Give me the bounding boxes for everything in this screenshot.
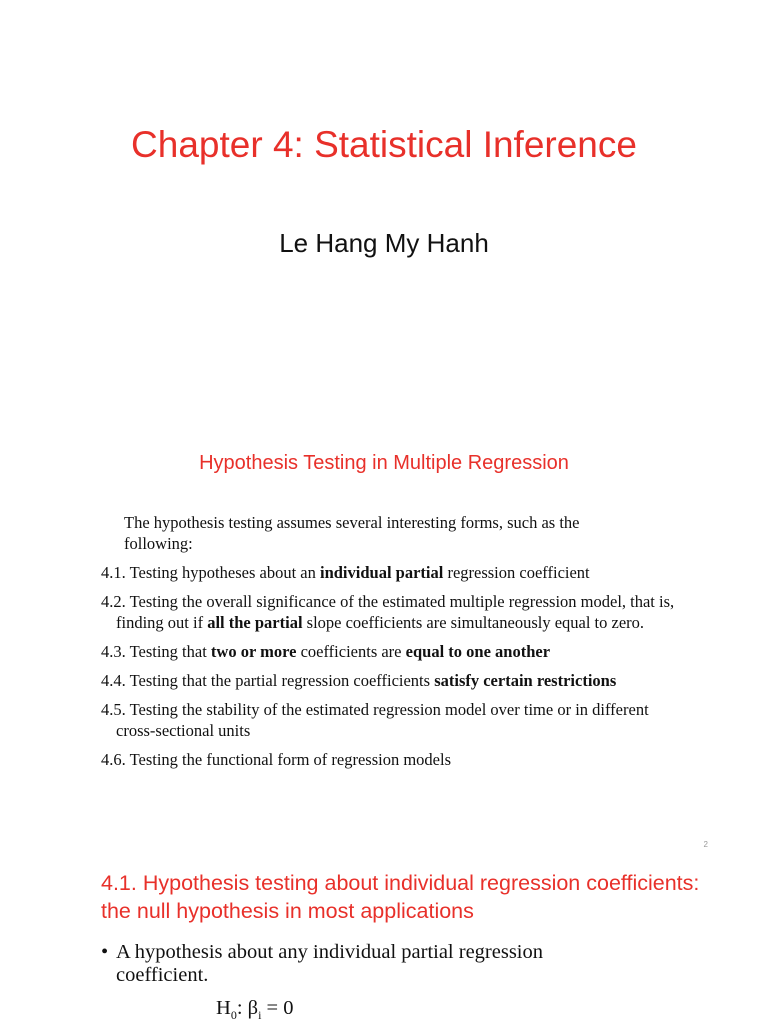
bullet-line-1: A hypothesis about any individual partial regression (116, 941, 544, 963)
item-text: 4.1. Testing hypotheses about an (101, 563, 320, 582)
list-item (101, 641, 681, 662)
intro-line-2: following: (124, 534, 193, 553)
bullet-line-2: coefficient. (116, 964, 209, 986)
formula-h: H (216, 997, 231, 1019)
item-bold: satisfy certain restrictions (434, 671, 617, 690)
item-text: 4.2. Testing the overall significance of the estimated multiple regression model, that is, finding out if (101, 592, 675, 632)
list-item (101, 670, 681, 691)
formula-h-subscript: 0 (230, 1008, 237, 1023)
item-bold: two or more (210, 642, 297, 661)
item-bold: individual partial (319, 563, 444, 582)
null-hypothesis-formula (216, 997, 293, 1023)
slide-title (0, 0, 768, 430)
item-bold: equal to one another (405, 642, 551, 661)
bullet-point (101, 941, 661, 987)
slide-individual-coefficients (0, 855, 768, 1024)
intro-line-1: The hypothesis testing assumes several interesting forms, such as the (124, 513, 580, 532)
list-item (101, 591, 681, 633)
item-text: regression coefficient (443, 563, 590, 582)
item-text: coefficients are (296, 642, 406, 661)
author-name: Le Hang My Hanh (279, 228, 489, 258)
list-item (101, 749, 681, 770)
test-list (101, 562, 681, 778)
formula-colon: : (236, 997, 248, 1019)
slide-hypothesis-testing (0, 430, 768, 855)
slide-heading: 4.1. Hypothesis testing about individual regression coefficients: the null hypothesis in most applications (101, 871, 700, 923)
item-text: 4.3. Testing that (101, 642, 211, 661)
slide-heading: Hypothesis Testing in Multiple Regression (199, 452, 569, 474)
list-item (101, 699, 681, 741)
item-text: 4.4. Testing that the partial regression coefficients (101, 671, 435, 690)
formula-beta-subscript: i (258, 1008, 262, 1023)
item-text: slope coefficients are simultaneously equal to zero. (302, 613, 645, 632)
item-text: 4.6. Testing the functional form of regression models (101, 750, 452, 769)
chapter-title: Chapter 4: Statistical Inference (131, 124, 637, 165)
item-text: 4.5. Testing the stability of the estimated regression model over time or in different cross-sectional units (101, 700, 649, 740)
bullet-icon: • (101, 941, 109, 963)
formula-beta: β (247, 997, 259, 1019)
intro-paragraph (124, 512, 684, 554)
list-item (101, 562, 681, 583)
item-bold: all the partial (207, 613, 303, 632)
formula-equals-zero: = 0 (261, 997, 294, 1019)
page-number: 2 (703, 840, 708, 849)
